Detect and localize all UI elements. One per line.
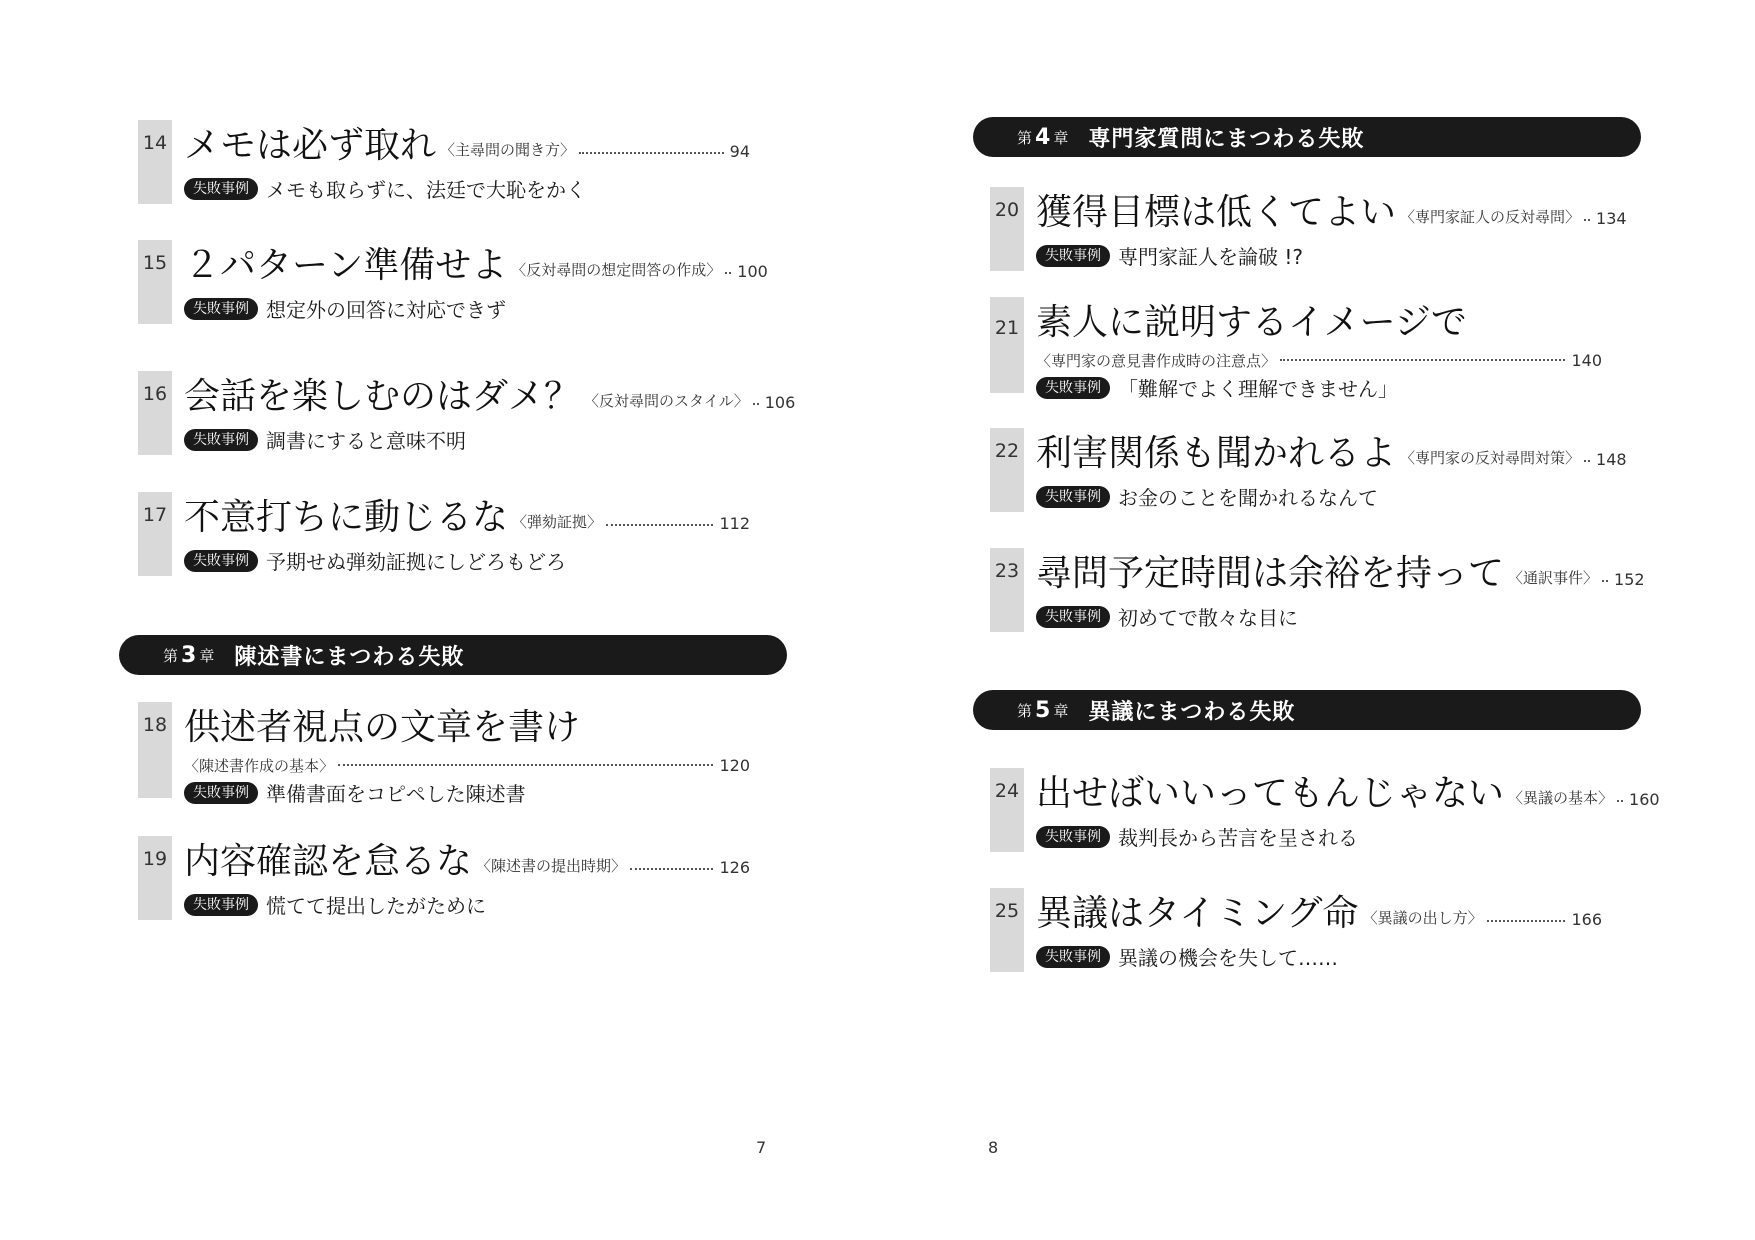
entry-page-number: 134 [1596, 209, 1627, 228]
chapter-label-suffix: 章 [1053, 701, 1069, 720]
case-badge: 失敗事例 [1036, 946, 1110, 968]
page-number-left: 7 [756, 1138, 767, 1157]
dot-leader [1280, 359, 1565, 361]
entry-title: 利害関係も聞かれるよ [1036, 433, 1397, 474]
toc-entry [138, 702, 750, 806]
entry-subtitle: 〈異議の基本〉 [1508, 789, 1614, 807]
entry-subtitle: 〈異議の出し方〉 [1362, 909, 1483, 927]
toc-entry [138, 836, 750, 920]
entry-number: 20 [994, 199, 1020, 221]
case-badge: 失敗事例 [1036, 826, 1110, 848]
case-text: 専門家証人を論破 !? [1118, 245, 1303, 269]
toc-entry [138, 492, 750, 576]
entry-subtitle: 〈主尋問の聞き方〉 [440, 141, 576, 159]
toc-entry [990, 888, 1602, 972]
case-text: メモも取らずに、法廷で大恥をかく [266, 178, 586, 202]
dot-leader [630, 868, 713, 870]
entry-subtitle: 〈陳述書作成の基本〉 [184, 756, 335, 775]
chapter-label-suffix: 章 [1053, 128, 1069, 147]
dot-leader [1617, 800, 1623, 802]
entry-number: 21 [994, 317, 1020, 339]
entry-title: 尋問予定時間は余裕を持って [1036, 553, 1505, 594]
entry-page-number: 94 [729, 142, 750, 161]
entry-number: 22 [994, 440, 1020, 462]
case-badge: 失敗事例 [1036, 245, 1110, 267]
entry-subtitle: 〈反対尋問のスタイル〉 [584, 392, 749, 410]
case-text: 予期せぬ弾劾証拠にしどろもどろ [266, 550, 566, 574]
entry-title: 獲得目標は低くてよい [1036, 192, 1397, 233]
entry-title: メモは必ず取れ [184, 125, 437, 166]
chapter-number: 3 [181, 642, 197, 668]
case-text: 想定外の回答に対応できず [266, 298, 506, 322]
entry-number: 14 [142, 132, 168, 154]
entry-title: 供述者視点の文章を書け [184, 707, 581, 748]
entry-page-number: 166 [1571, 910, 1602, 929]
chapter-label-suffix: 章 [199, 646, 215, 665]
chapter-number: 4 [1035, 124, 1051, 150]
case-badge: 失敗事例 [1036, 606, 1110, 628]
toc-entry [990, 428, 1627, 512]
case-badge: 失敗事例 [184, 894, 258, 916]
case-badge: 失敗事例 [1036, 486, 1110, 508]
entry-page-number: 100 [737, 262, 768, 281]
case-badge: 失敗事例 [184, 782, 258, 804]
entry-title: 会話を楽しむのはダメ？ [184, 376, 581, 417]
chapter-label: 第 [163, 646, 179, 665]
entry-number: 23 [994, 560, 1020, 582]
entry-page-number: 112 [719, 514, 750, 533]
dot-leader [753, 403, 759, 405]
entry-title: 出せばいいってもんじゃない [1036, 773, 1505, 814]
case-badge: 失敗事例 [184, 178, 258, 200]
entry-title: 内容確認を怠るな [184, 841, 473, 882]
entry-number: 25 [994, 900, 1020, 922]
entry-page-number: 120 [719, 755, 750, 775]
entry-subtitle: 〈反対尋問の想定問答の作成〉 [511, 261, 722, 279]
dot-leader [1584, 460, 1590, 462]
entry-number: 18 [142, 714, 168, 736]
case-badge: 失敗事例 [184, 429, 258, 451]
entry-subtitle: 〈弾劾証拠〉 [512, 513, 603, 531]
chapter-title: 専門家質問にまつわる失敗 [1088, 126, 1365, 152]
case-badge: 失敗事例 [184, 298, 258, 320]
dot-leader [606, 524, 713, 526]
page-number-right: 8 [988, 1138, 999, 1157]
dot-leader [1584, 219, 1590, 221]
chapter-label: 第 [1017, 128, 1033, 147]
entry-number: 17 [142, 504, 168, 526]
chapter-title: 異議にまつわる失敗 [1088, 699, 1296, 725]
toc-entry [138, 240, 768, 324]
toc-entry [990, 548, 1645, 632]
case-badge: 失敗事例 [1036, 377, 1110, 399]
entry-page-number: 126 [719, 858, 750, 877]
toc-entry [138, 371, 796, 455]
case-text: 異議の機会を失して…… [1118, 946, 1338, 970]
case-badge: 失敗事例 [184, 550, 258, 572]
chapter-3-header [119, 635, 787, 675]
entry-title: ２パターン準備せよ [184, 245, 508, 286]
chapter-number: 5 [1035, 697, 1051, 723]
entry-subtitle: 〈専門家の反対尋問対策〉 [1400, 449, 1581, 467]
entry-subtitle: 〈専門家証人の反対尋問〉 [1400, 208, 1581, 226]
chapter-title: 陳述書にまつわる失敗 [234, 644, 465, 670]
case-text: 「難解でよく理解できません」 [1118, 377, 1398, 401]
case-text: 準備書面をコピペした陳述書 [266, 782, 526, 806]
case-text: 慌てて提出したがために [266, 894, 486, 918]
entry-page-number: 140 [1571, 350, 1602, 370]
case-text: 調書にすると意味不明 [266, 429, 466, 453]
entry-page-number: 148 [1596, 450, 1627, 469]
toc-entry [138, 120, 750, 204]
dot-leader [1487, 920, 1566, 922]
dot-leader [338, 764, 713, 766]
chapter-5-header [973, 690, 1641, 730]
chapter-4-header [973, 117, 1641, 157]
entry-title: 不意打ちに動じるな [184, 497, 509, 538]
dot-leader [579, 152, 724, 154]
case-text: 裁判長から苦言を呈される [1118, 826, 1358, 850]
entry-subtitle: 〈専門家の意見書作成時の注意点〉 [1036, 351, 1277, 370]
dot-leader [725, 272, 731, 274]
toc-entry [990, 187, 1627, 271]
entry-page-number: 160 [1629, 790, 1660, 809]
dot-leader [1602, 580, 1608, 582]
entry-page-number: 152 [1614, 570, 1645, 589]
entry-title: 異議はタイミング命 [1036, 893, 1359, 934]
case-text: お金のことを聞かれるなんて [1118, 486, 1378, 510]
entry-number: 15 [142, 252, 168, 274]
entry-number-bar [990, 297, 1024, 393]
entry-page-number: 106 [764, 393, 796, 412]
case-text: 初めてで散々な目に [1118, 606, 1298, 630]
entry-number: 16 [142, 383, 168, 405]
chapter-label: 第 [1017, 701, 1033, 720]
entry-subtitle: 〈陳述書の提出時期〉 [476, 857, 627, 875]
entry-title: 素人に説明するイメージで [1036, 302, 1467, 343]
toc-entry [990, 297, 1602, 401]
toc-entry [990, 768, 1660, 852]
entry-subtitle: 〈通訳事件〉 [1508, 569, 1599, 587]
entry-number: 24 [994, 780, 1020, 802]
entry-number: 19 [142, 848, 168, 870]
